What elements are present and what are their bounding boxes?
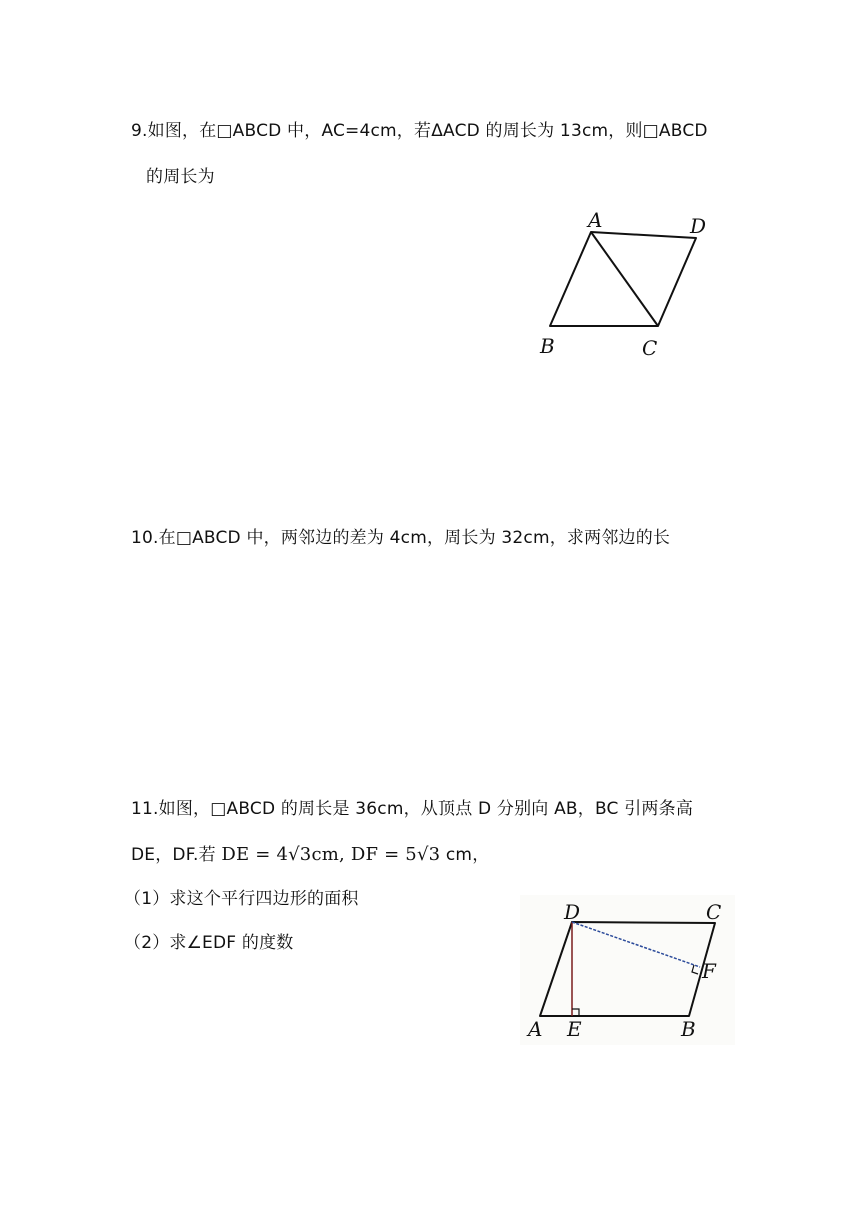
q11-label-c: C [706, 900, 722, 924]
q11-line2-math: DE = 4√3cm, DF = 5√3 [221, 844, 441, 865]
q11-line2-suffix: cm， [445, 845, 490, 865]
q10-text-line1: 10.在□ABCD 中，两邻边的差为 4cm，周长为 32cm，求两邻边的长 [131, 528, 671, 548]
q11-label-f: F [702, 959, 716, 983]
q11-label-b: B [681, 1017, 696, 1041]
q11-parallelogram-figure [520, 895, 735, 1045]
q9-text-line1: 9.如图，在□ABCD 中，AC=4cm，若ΔACD 的周长为 13cm，则□ABCD [131, 121, 708, 141]
q9-label-b: B [540, 334, 555, 358]
q11-subquestion-2: （2）求∠EDF 的度数 [124, 933, 294, 953]
q11-line2-prefix: DE，DF.若 [131, 845, 216, 865]
q11-subquestion-1: （1）求这个平行四边形的面积 [124, 889, 359, 909]
q11-label-e: E [567, 1017, 582, 1041]
q9-label-a: A [588, 208, 603, 232]
q11-text-line1: 11.如图，□ABCD 的周长是 36cm，从顶点 D 分别向 AB，BC 引两条高 [131, 799, 694, 819]
q9-label-d: D [690, 214, 707, 238]
q9-parallelogram-outline [550, 232, 696, 326]
q11-label-d: D [564, 900, 581, 924]
q9-text-line2: 的周长为 [146, 167, 215, 187]
q9-parallelogram-figure [530, 205, 730, 365]
q11-text-line2 [131, 840, 489, 865]
q9-diagonal-ac [591, 232, 658, 326]
q9-label-c: C [642, 336, 658, 360]
q11-label-a: A [528, 1017, 543, 1041]
